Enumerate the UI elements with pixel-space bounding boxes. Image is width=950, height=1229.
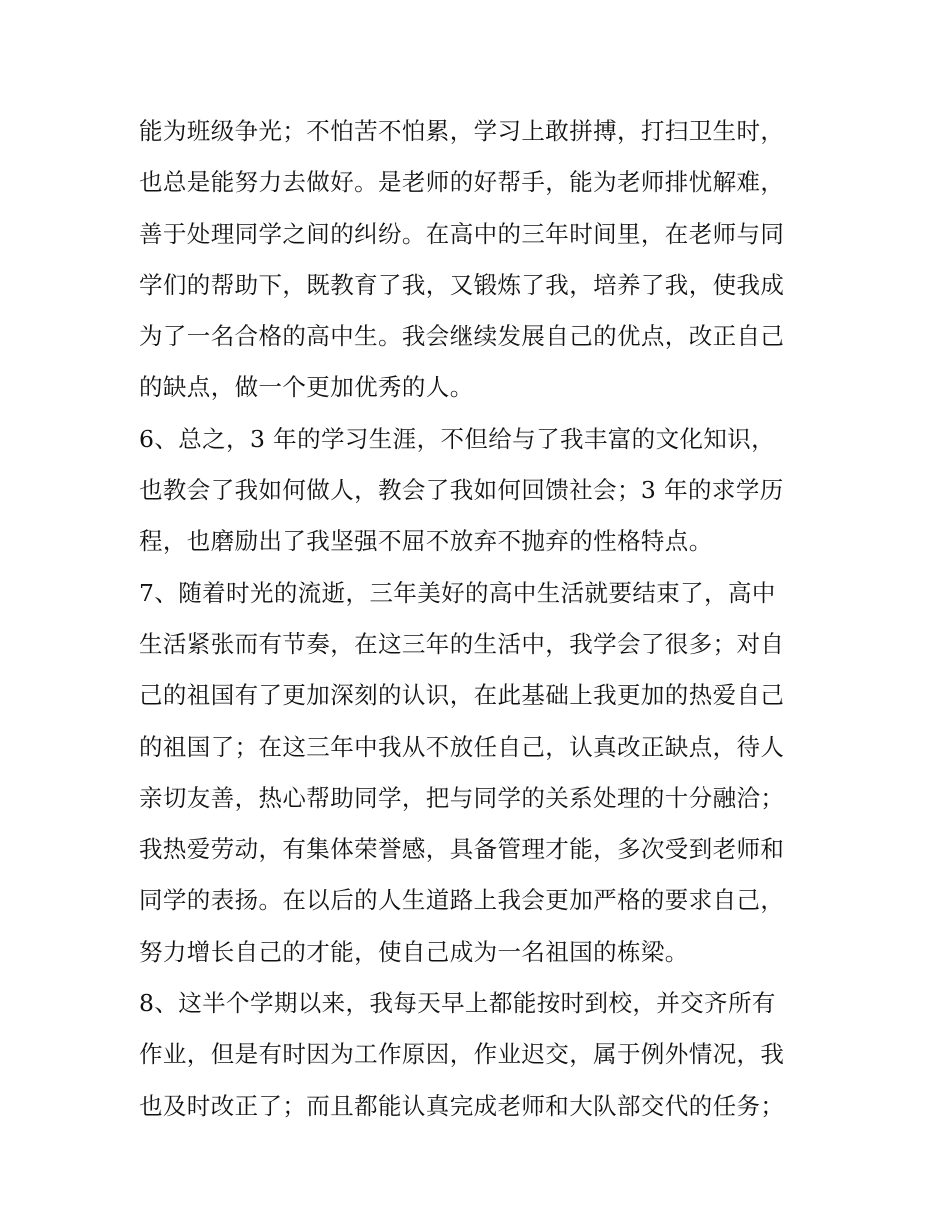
- text-line: 也总是能努力去做好。是老师的好帮手，能为老师排忧解难，: [139, 168, 785, 197]
- text-line: 同学的表扬。在以后的人生道路上我会更加严格的要求自己，: [139, 886, 785, 915]
- text-line: 也及时改正了；而且都能认真完成老师和大队部交代的任务；: [139, 1091, 785, 1120]
- text-line: 7、随着时光的流逝，三年美好的高中生活就要结束了，高中: [139, 578, 776, 607]
- text-line: 程，也磨励出了我坚强不屈不放弃不抛弃的性格特点。: [139, 527, 713, 556]
- text-line: 的缺点，做一个更加优秀的人。: [139, 373, 474, 402]
- text-line: 我热爱劳动，有集体荣誉感，具备管理才能，多次受到老师和: [139, 835, 785, 864]
- text-line: 己的祖国有了更加深刻的认识，在此基础上我更加的热爱自己: [139, 681, 785, 710]
- text-line: 学们的帮助下，既教育了我，又锻炼了我，培养了我，使我成: [139, 270, 785, 299]
- text-line: 作业，但是有时因为工作原因，作业迟交，属于例外情况，我: [139, 1040, 785, 1069]
- text-line: 善于处理同学之间的纠纷。在高中的三年时间里，在老师与同: [139, 219, 785, 248]
- text-line: 生活紧张而有节奏，在这三年的生活中，我学会了很多；对自: [139, 629, 785, 658]
- text-line: 为了一名合格的高中生。我会继续发展自己的优点，改正自己: [139, 322, 785, 351]
- text-line: 能为班级争光；不怕苦不怕累，学习上敢拼搏，打扫卫生时，: [139, 117, 785, 145]
- text-line: 8、这半个学期以来，我每天早上都能按时到校，并交齐所有: [139, 989, 776, 1018]
- text-line: 也教会了我如何做人，教会了我如何回馈社会；3 年的求学历: [139, 476, 784, 505]
- text-line: 努力增长自己的才能，使自己成为一名祖国的栋梁。: [139, 937, 689, 966]
- document-body: [139, 106, 829, 1132]
- text-line: 6、总之，3 年的学习生涯，不但给与了我丰富的文化知识，: [139, 424, 776, 453]
- text-line: 的祖国了；在这三年中我从不放任自己，认真改正缺点，待人: [139, 732, 785, 761]
- text-line: 亲切友善，热心帮助同学，把与同学的关系处理的十分融洽；: [139, 783, 785, 812]
